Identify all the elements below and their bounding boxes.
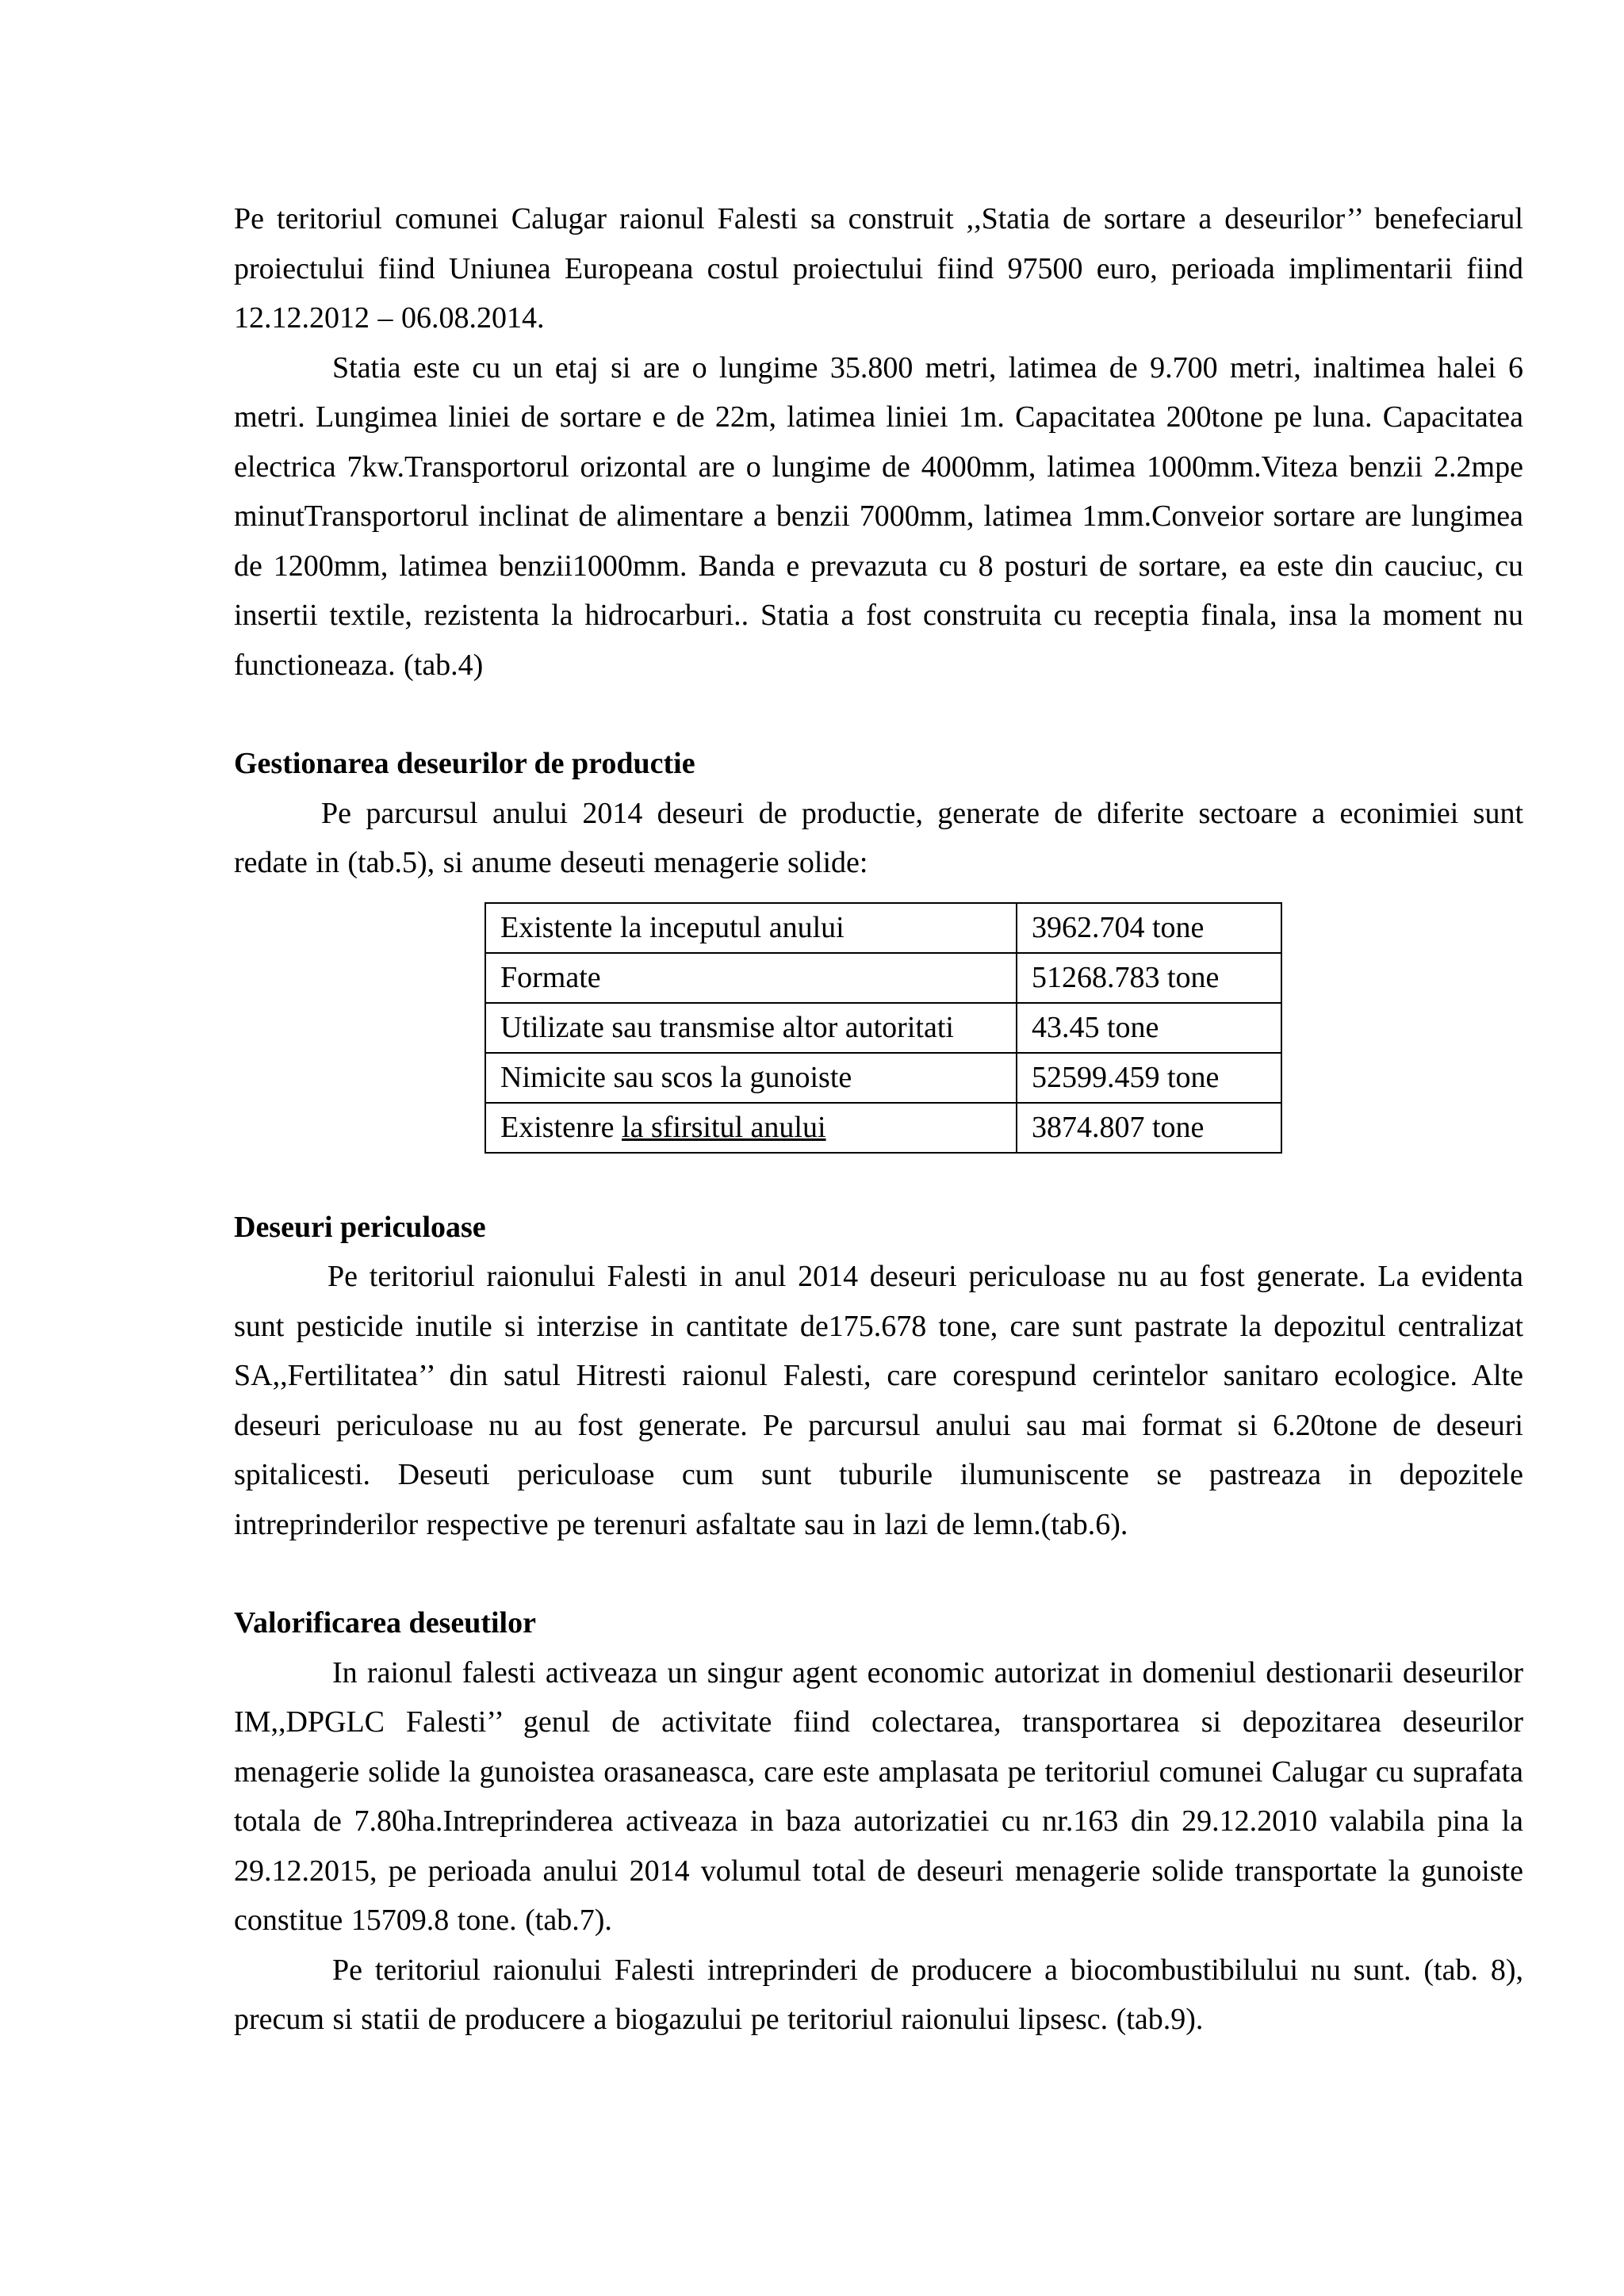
table-row	[485, 1103, 1281, 1153]
waste-recovery-paragraph-1: In raionul falesti activeaza un singur agent economic autorizat in domeniul destionarii deseurilor IM,,DPGLC Falesti’’ genul de activitate fiind colectarea, transportarea si depozitarea deseurilor menagerie solide la gunoistea orasaneasca, care este amplasata pe teritoriul comunei Calugar cu suprafata totala de 7.80ha.Intreprinderea activeaza in baza autorizatiei cu nr.163 din 29.12.2010 valabila pina la 29.12.2015, pe perioada anului 2014 volumul total de deseuri menagerie solide transportate la gunoiste constitue 15709.8 tone. (tab.7).	[234, 1655, 1523, 1937]
heading-waste-recovery: Valorificarea deseutilor	[234, 1606, 536, 1640]
table-cell-value: 3962.704 tone	[1017, 903, 1281, 953]
heading-hazardous-waste: Deseuri periculoase	[234, 1210, 486, 1244]
table-cell-label: Nimicite sau scos la gunoiste	[485, 1053, 1017, 1103]
document-page	[234, 194, 1523, 2045]
table-cell-label: Existente la inceputul anului	[485, 903, 1017, 953]
table-row	[485, 953, 1281, 1003]
table-cell-label	[485, 1103, 1017, 1153]
table-cell-label-prefix: Existenre	[500, 1110, 622, 1144]
table-cell-label: Utilizate sau transmise altor autoritati	[485, 1003, 1017, 1053]
waste-recovery-paragraph-2: Pe teritoriul raionului Falesti intreprinderi de producere a biocombustibilului nu sunt. (tab. 8), precum si statii de producere a biogazului pe teritoriul raionului lipsesc. (tab.9).	[234, 1953, 1523, 2036]
table-cell-value: 52599.459 tone	[1017, 1053, 1281, 1103]
table-cell-label-underlined: la sfirsitul anului	[622, 1110, 826, 1144]
production-waste-paragraph: Pe parcursul anului 2014 deseuri de productie, generate de diferite sectoare a econimiei sunt redate in (tab.5), si anume deseuti menagerie solide:	[234, 796, 1523, 879]
table-cell-value: 3874.807 tone	[1017, 1103, 1281, 1153]
hazardous-waste-paragraph: Pe teritoriul raionului Falesti in anul 2014 deseuri periculoase nu au fost generate. La evidenta sunt pesticide inutile si interzise in cantitate de175.678 tone, care sunt pastrate la depozitul centralizat SA,,Fertilitatea’’ din satul Hitresti raionul Falesti, care corespund cerintelor sanitaro ecologice. Alte deseuri periculoase nu au fost generate. Pe parcursul anului sau mai format si 6.20tone de deseuri spitalicesti. Deseuti periculoase cum sunt tuburile ilumuniscente se pastreaza in depozitele intreprinderilor respective pe terenuri asfaltate sau in lazi de lemn.(tab.6).	[234, 1260, 1523, 1541]
table-row	[485, 1053, 1281, 1103]
table-cell-value: 51268.783 tone	[1017, 953, 1281, 1003]
intro-paragraph-1: Pe teritoriul comunei Calugar raionul Falesti sa construit ,,Statia de sortare a deseurilor’’ benefeciarul proiectului fiind Uniunea Europeana costul proiectului fiind 97500 euro, perioada implimentarii fiind 12.12.2012 – 06.08.2014.	[234, 202, 1523, 335]
heading-production-waste: Gestionarea deseurilor de productie	[234, 747, 695, 780]
table-row	[485, 1003, 1281, 1053]
intro-paragraph-2: Statia este cu un etaj si are o lungime 35.800 metri, latimea de 9.700 metri, inaltimea halei 6 metri. Lungimea liniei de sortare e de 22m, latimea liniei 1m. Capacitatea 200tone pe luna. Capacitatea electrica 7kw.Transportorul orizontal are o lungime de 4000mm, latimea 1000mm.Viteza benzii 2.2mpe minutTransportorul inclinat de alimentare a benzii 7000mm, latimea 1mm.Conveior sortare are lungimea de 1200mm, latimea benzii1000mm. Banda e prevazuta cu 8 posturi de sortare, ea este din cauciuc, cu insertii textile, rezistenta la hidrocarburi.. Statia a fost construita cu receptia finala, insa la moment nu functioneaza. (tab.4)	[234, 350, 1523, 682]
table-cell-value: 43.45 tone	[1017, 1003, 1281, 1053]
table-cell-label: Formate	[485, 953, 1017, 1003]
table-row	[485, 903, 1281, 953]
waste-table	[485, 902, 1282, 1154]
